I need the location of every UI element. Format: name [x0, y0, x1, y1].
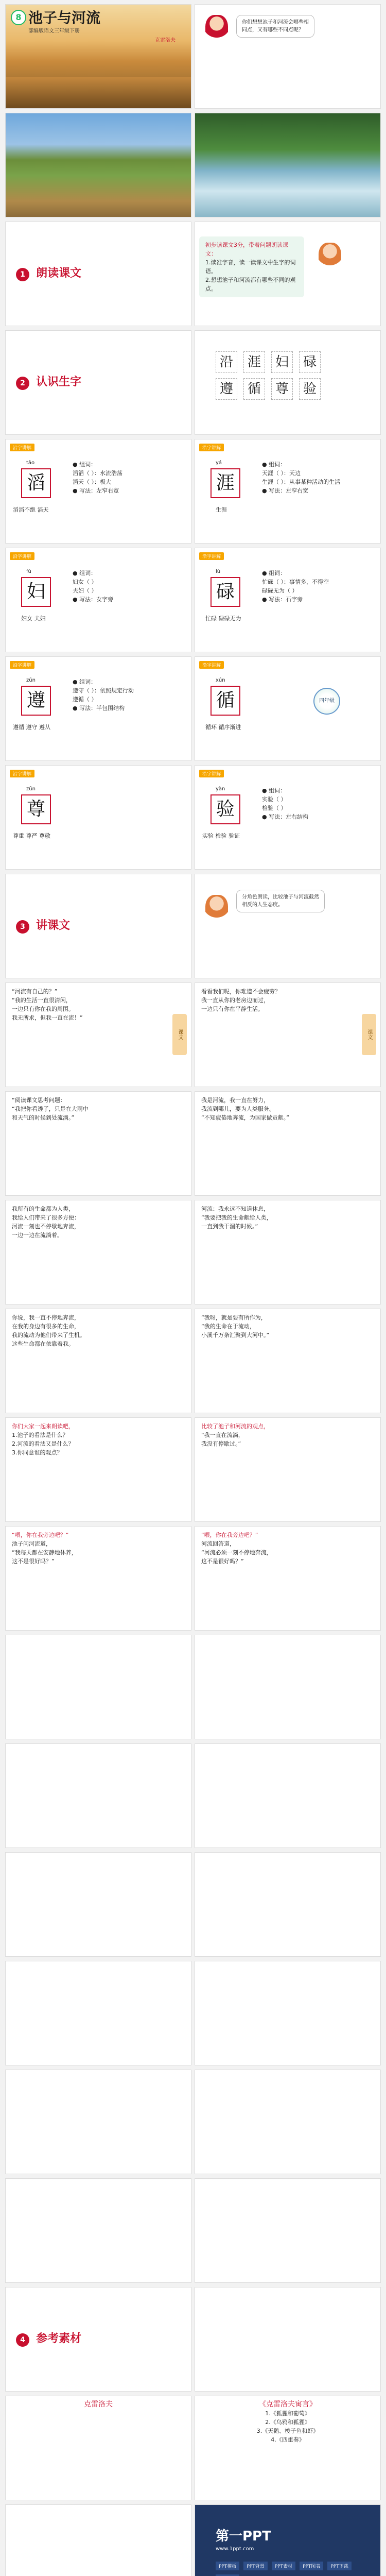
reading-tip-line-0: 初步读课文3分，带着问题朗读课文： [205, 242, 288, 257]
blank-slide[interactable] [195, 1961, 381, 2065]
qa-title: “喂，你在我旁边吧？” [12, 1532, 69, 1538]
blank-slide[interactable] [195, 2070, 381, 2174]
section-1-slide[interactable] [5, 222, 191, 326]
blank-slide[interactable] [195, 1743, 381, 1848]
char-display: 碌 [210, 577, 240, 607]
blank-slide[interactable] [5, 2504, 191, 2576]
qa-line: 我没有停歇过。” [201, 1440, 241, 1447]
text-line: 看看我们呢，你难道不会疲劳？ [201, 988, 280, 995]
intro-question: 你们想想池子和河流会哪些相同点，又有哪些不同点呢？ [236, 15, 314, 38]
char-words: 尊重 尊严 尊敬 [13, 833, 50, 839]
char-card-slide[interactable] [5, 656, 191, 761]
text-line: “不知疲倦地奔流，为国家做贡献。” [201, 1114, 289, 1121]
section-3-bubble: 分角色朗读，比较池子与河流截然相反的人生态度。 [236, 890, 325, 912]
char-display: 循 [210, 686, 240, 716]
char-card-slide[interactable] [5, 765, 191, 870]
cover-subtitle: 部编版语文三年级下册 [28, 28, 80, 34]
char-tag: 沿字讲解 [199, 770, 224, 777]
char-pinyin: zūn [26, 786, 36, 792]
text-line: 和天气的时候到处流淌。” [12, 1114, 75, 1121]
blank-slide[interactable] [195, 2178, 381, 2283]
qa-line: “我每天都在安静地休养， [12, 1549, 77, 1556]
intro-slide[interactable] [195, 4, 381, 109]
material-fable-slide[interactable] [195, 2396, 381, 2500]
footer-link[interactable]: PPT图表 [300, 2562, 323, 2570]
footer-link[interactable]: PPT下载 [327, 2562, 351, 2570]
blank-slide[interactable] [5, 1743, 191, 1848]
qa-title: “喂，你在我旁边吧？” [201, 1532, 258, 1538]
text-line: 一边一边在流淌着。 [12, 1232, 63, 1239]
cover-grass-image [6, 77, 191, 108]
text-line: 河流一刻也不停歇地奔流， [12, 1223, 80, 1230]
text-slide[interactable] [5, 1091, 191, 1196]
blank-slide[interactable] [5, 1961, 191, 2065]
char-words: 妇女 夫妇 [21, 615, 46, 622]
char-note: 夫妇（ ） [73, 587, 97, 594]
text-slide[interactable] [5, 1200, 191, 1304]
char-display: 验 [210, 794, 240, 824]
qa-line: 3.你同意谁的观点？ [12, 1449, 63, 1456]
char-note: 滔滔（ ）：水流浩荡 [73, 470, 122, 477]
char-pinyin: yá [216, 460, 222, 466]
char-note: 生涯（ ）：从事某种活动的生活 [262, 479, 340, 485]
char-grid-slide[interactable] [195, 330, 381, 435]
char-grid-cell[interactable]: 碌 [299, 351, 321, 373]
section-4-slide[interactable] [5, 2287, 191, 2392]
char-note: ● 组词： [73, 461, 97, 468]
girl-icon [205, 15, 228, 44]
char-display: 涯 [210, 468, 240, 498]
qa-slide[interactable] [195, 1526, 381, 1631]
char-grid-cell[interactable]: 循 [243, 378, 265, 400]
text-line: 我是河流，我一直在努力， [201, 1097, 269, 1104]
char-display: 滔 [21, 468, 51, 498]
girl-icon [205, 895, 228, 924]
char-card-slide[interactable] [195, 656, 381, 761]
char-tag: 沿字讲解 [10, 661, 34, 669]
grade-badge: 四年级 [313, 688, 340, 715]
char-pinyin: yàn [216, 786, 225, 792]
char-grid-cell[interactable]: 验 [299, 378, 321, 400]
fable-item: 3.《天鹅、梭子鱼和虾》 [256, 2428, 319, 2434]
text-line: “我呀，就是要有所作为， [201, 1314, 267, 1321]
text-line: 在我的身边有很多的生命， [12, 1323, 80, 1330]
section-3-number: 3 [16, 920, 29, 934]
section-1-number: 1 [16, 268, 29, 281]
text-line: “我要把我的生命献给人类， [201, 1214, 272, 1221]
char-tag: 沿字讲解 [199, 552, 224, 560]
char-words: 遵循 遵守 遵从 [13, 724, 50, 731]
text-slide[interactable] [5, 1309, 191, 1413]
char-note: ● 写法：石字旁 [262, 596, 303, 603]
char-note: 遵循（ ） [73, 696, 97, 703]
char-words: 实验 检验 验证 [202, 833, 240, 839]
char-note: ● 写法：左窄右宽 [73, 487, 119, 494]
material-author-slide[interactable] [5, 2396, 191, 2500]
section-3-slide[interactable] [5, 874, 191, 978]
qa-title: 你们大家一起来朗读吧， [12, 1423, 74, 1430]
section-4-number: 4 [16, 2333, 29, 2347]
ppt-footer-slide[interactable] [195, 2504, 381, 2576]
char-display: 妇 [21, 577, 51, 607]
char-card-slide[interactable] [195, 765, 381, 870]
char-grid-cell[interactable]: 尊 [271, 378, 293, 400]
char-note: ● 写法：半包围结构 [73, 705, 125, 711]
section-4-title: 参考素材 [36, 2332, 82, 2345]
char-tag: 沿字讲解 [199, 661, 224, 669]
section-3-bubble-slide[interactable] [195, 874, 381, 978]
fable-item: 2.《乌鸦和狐狸》 [265, 2419, 310, 2426]
char-card-slide[interactable] [195, 439, 381, 544]
char-display: 遵 [21, 686, 51, 716]
char-note: ● 组词： [262, 787, 286, 794]
text-line: 小溪千万条汇聚到大河中。” [201, 1332, 270, 1338]
footer-link[interactable]: PPT背景 [243, 2562, 267, 2570]
qa-line: 池子问河流道， [12, 1540, 51, 1547]
char-note: 遵守（ ）：依照规定行动 [73, 687, 134, 694]
text-slide[interactable] [195, 982, 381, 1087]
char-tag: 沿字讲解 [10, 552, 34, 560]
char-pinyin: zūn [26, 677, 36, 683]
text-slide[interactable] [195, 1309, 381, 1413]
qa-line: 河流回答道， [201, 1540, 235, 1547]
char-note: 实验（ ） [262, 796, 287, 803]
section-1-title: 朗读课文 [36, 267, 82, 280]
char-words: 滔滔不绝 滔天 [13, 506, 49, 513]
photo-trees-slide[interactable] [5, 113, 191, 217]
char-tag: 沿字讲解 [10, 444, 34, 451]
section-2-number: 2 [16, 377, 29, 390]
fable-title: 《克雷洛夫寓言》 [259, 2400, 317, 2409]
char-note: 碌碌无为（ ） [262, 587, 298, 594]
char-note: 妇女（ ） [73, 579, 97, 585]
char-words: 忙碌 碌碌无为 [205, 615, 241, 622]
char-note: 天涯（ ）：天边 [262, 470, 301, 477]
side-label: 课文 [362, 1014, 376, 1055]
reading-tip-line-2: 2.想想池子和河流都有哪些不同的观点。 [205, 277, 296, 292]
qa-slide[interactable] [5, 1526, 191, 1631]
char-note: 滔天（ ）：极大 [73, 479, 111, 485]
section-2-title: 认识生字 [36, 376, 82, 388]
qa-line: 这不是很好吗？” [12, 1558, 55, 1565]
section-2-slide[interactable] [5, 330, 191, 435]
text-line: 我流到哪儿，要为人类服务。 [201, 1106, 275, 1112]
qa-line: 2.河流的看法又是什么？ [12, 1440, 74, 1447]
cover-slide[interactable] [5, 4, 191, 109]
char-card-slide[interactable] [5, 548, 191, 652]
text-line: “我的生命在于流动， [201, 1323, 255, 1330]
footer-link[interactable]: PPT素材 [272, 2562, 295, 2570]
char-grid-cell[interactable]: 妇 [271, 351, 293, 373]
char-words: 循环 循序渐进 [205, 724, 241, 731]
qa-title: 比较了池子和河流的观点， [201, 1423, 269, 1430]
char-pinyin: fù [26, 569, 31, 574]
char-card-slide[interactable] [195, 548, 381, 652]
char-note: ● 组词： [262, 461, 286, 468]
qa-line: “我一直在流淌， [201, 1432, 244, 1438]
char-display: 尊 [21, 794, 51, 824]
footer-link[interactable]: PPT模板 [216, 2562, 239, 2570]
char-tag: 沿字讲解 [10, 770, 34, 777]
blank-slide[interactable] [195, 1852, 381, 1957]
char-note: ● 组词： [262, 570, 286, 577]
photo-stream-slide[interactable] [195, 113, 381, 217]
blank-slide[interactable] [5, 2070, 191, 2174]
char-grid-cell[interactable]: 遵 [216, 378, 237, 400]
char-note: ● 组词： [73, 679, 97, 685]
text-line: 一直到我干涸的时候。” [201, 1223, 258, 1230]
blank-slide[interactable] [5, 1635, 191, 1739]
char-pinyin: xún [216, 677, 225, 683]
brand-url[interactable]: www.1ppt.com [216, 2546, 254, 2552]
fable-item: 4.《四重奏》 [271, 2436, 305, 2443]
char-grid-cell[interactable]: 沿 [216, 351, 237, 373]
reading-tip-line-1: 1.读准字音，读一读课文中生字的词语。 [205, 259, 296, 275]
text-line: 我一直从你的老房边而过， [201, 997, 269, 1004]
qa-line: “河流必须一刻不停地奔流， [201, 1549, 272, 1556]
page-title: 池子与河流 [28, 9, 101, 26]
text-slide[interactable] [5, 982, 191, 1087]
char-note: ● 写法：左窄右宽 [262, 487, 309, 494]
cover-author: 克雷洛夫 [155, 38, 176, 43]
blank-slide[interactable] [5, 2178, 191, 2283]
girl-icon [319, 243, 341, 272]
char-note: ● 组词： [73, 570, 97, 577]
text-line: 我无所求，但我一直在流！” [12, 1014, 83, 1021]
text-line: 一边只有你在平静生活。 [201, 1006, 264, 1012]
material-title: 克雷洛夫 [84, 2400, 113, 2409]
blank-slide[interactable] [5, 1852, 191, 1957]
text-line: 我所有的生命都为人类， [12, 1206, 74, 1212]
side-label: 课文 [172, 1014, 187, 1055]
qa-slide[interactable] [195, 1417, 381, 1522]
qa-line: 这不是很好吗？” [201, 1558, 244, 1565]
char-words: 生涯 [216, 506, 227, 513]
char-note: 忙碌（ ）：事情多，不得空 [262, 579, 329, 585]
char-note: 检验（ ） [262, 805, 287, 811]
section-3-title: 讲课文 [36, 919, 71, 932]
char-pinyin: lù [216, 569, 221, 574]
text-line: 你说，我一直不停地奔流， [12, 1314, 80, 1321]
text-line: 这些生命都在依靠着我。 [12, 1341, 74, 1347]
char-grid-cell[interactable]: 涯 [243, 351, 265, 373]
char-card-slide[interactable] [5, 439, 191, 544]
fable-item: 1.《狐狸和葡萄》 [265, 2410, 310, 2417]
text-line: 我给人们带来了很多方便： [12, 1214, 80, 1221]
blank-slide[interactable] [195, 1635, 381, 1739]
text-line: 我的流动为他们带来了生机。 [12, 1332, 85, 1338]
text-line: “河流有自己的？” [12, 988, 58, 995]
text-line: 河流：我永远不知道休息， [201, 1206, 269, 1212]
text-line: “阅读课文思考问题： [12, 1097, 66, 1104]
text-line: “我把你看透了，只是在大雨中 [12, 1106, 89, 1112]
blank-slide[interactable] [195, 2287, 381, 2392]
text-slide[interactable] [195, 1200, 381, 1304]
char-pinyin: tāo [26, 460, 35, 466]
reading-tip-slide[interactable] [195, 222, 381, 326]
lesson-number-badge: 8 [11, 10, 26, 25]
text-line: 一边只有你在我的周围。 [12, 1006, 74, 1012]
text-line: “我的生活一直很清闲， [12, 997, 72, 1004]
char-note: ● 写法：女字旁 [73, 596, 114, 603]
qa-slide[interactable] [5, 1417, 191, 1522]
qa-line: 1.池子的看法是什么？ [12, 1432, 68, 1438]
char-note: ● 写法：左右结构 [262, 814, 309, 820]
brand-logo: 第一PPT [216, 2529, 271, 2544]
text-slide[interactable] [195, 1091, 381, 1196]
char-tag: 沿字讲解 [199, 444, 224, 451]
